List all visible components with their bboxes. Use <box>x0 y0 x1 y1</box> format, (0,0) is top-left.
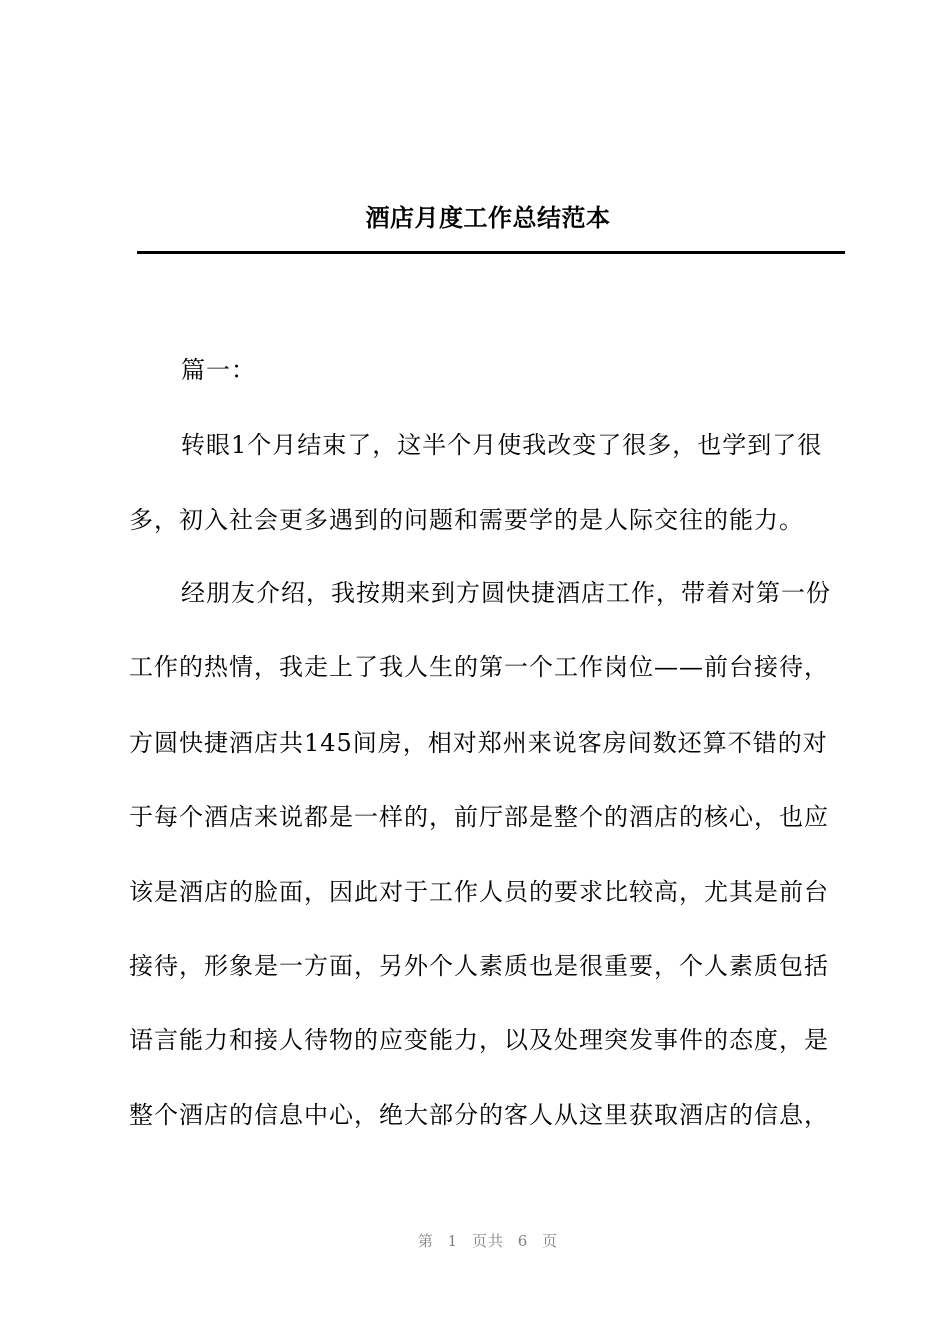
body-line: 方圆快捷酒店共145间房，相对郑州来说客房间数还算不错的对 <box>129 729 828 757</box>
body-line: 工作的热情，我走上了我人生的第一个工作岗位——前台接待， <box>129 653 829 681</box>
page-number-footer: 第 1 页共 6 页 <box>417 1232 559 1250</box>
body-line: 接待，形象是一方面，另外个人素质也是很重要，个人素质包括 <box>129 952 829 980</box>
body-line: 于每个酒店来说都是一样的，前厅部是整个的酒店的核心，也应 <box>129 803 829 831</box>
heading-part-one: 篇一： <box>181 356 256 384</box>
body-line: 转眼1个月结束了，这半个月使我改变了很多，也学到了很 <box>181 431 823 459</box>
body-line: 该是酒店的脸面，因此对于工作人员的要求比较高，尤其是前台 <box>129 878 829 906</box>
title-underline <box>137 251 845 254</box>
body-line: 整个酒店的信息中心，绝大部分的客人从这里获取酒店的信息， <box>129 1101 829 1129</box>
body-line: 经朋友介绍，我按期来到方圆快捷酒店工作，带着对第一份 <box>181 579 831 607</box>
body-line: 多，初入社会更多遇到的问题和需要学的是人际交往的能力。 <box>129 506 804 534</box>
document-title: 酒店月度工作总结范本 <box>365 203 611 232</box>
body-line: 语言能力和接人待物的应变能力，以及处理突发事件的态度，是 <box>129 1026 829 1054</box>
